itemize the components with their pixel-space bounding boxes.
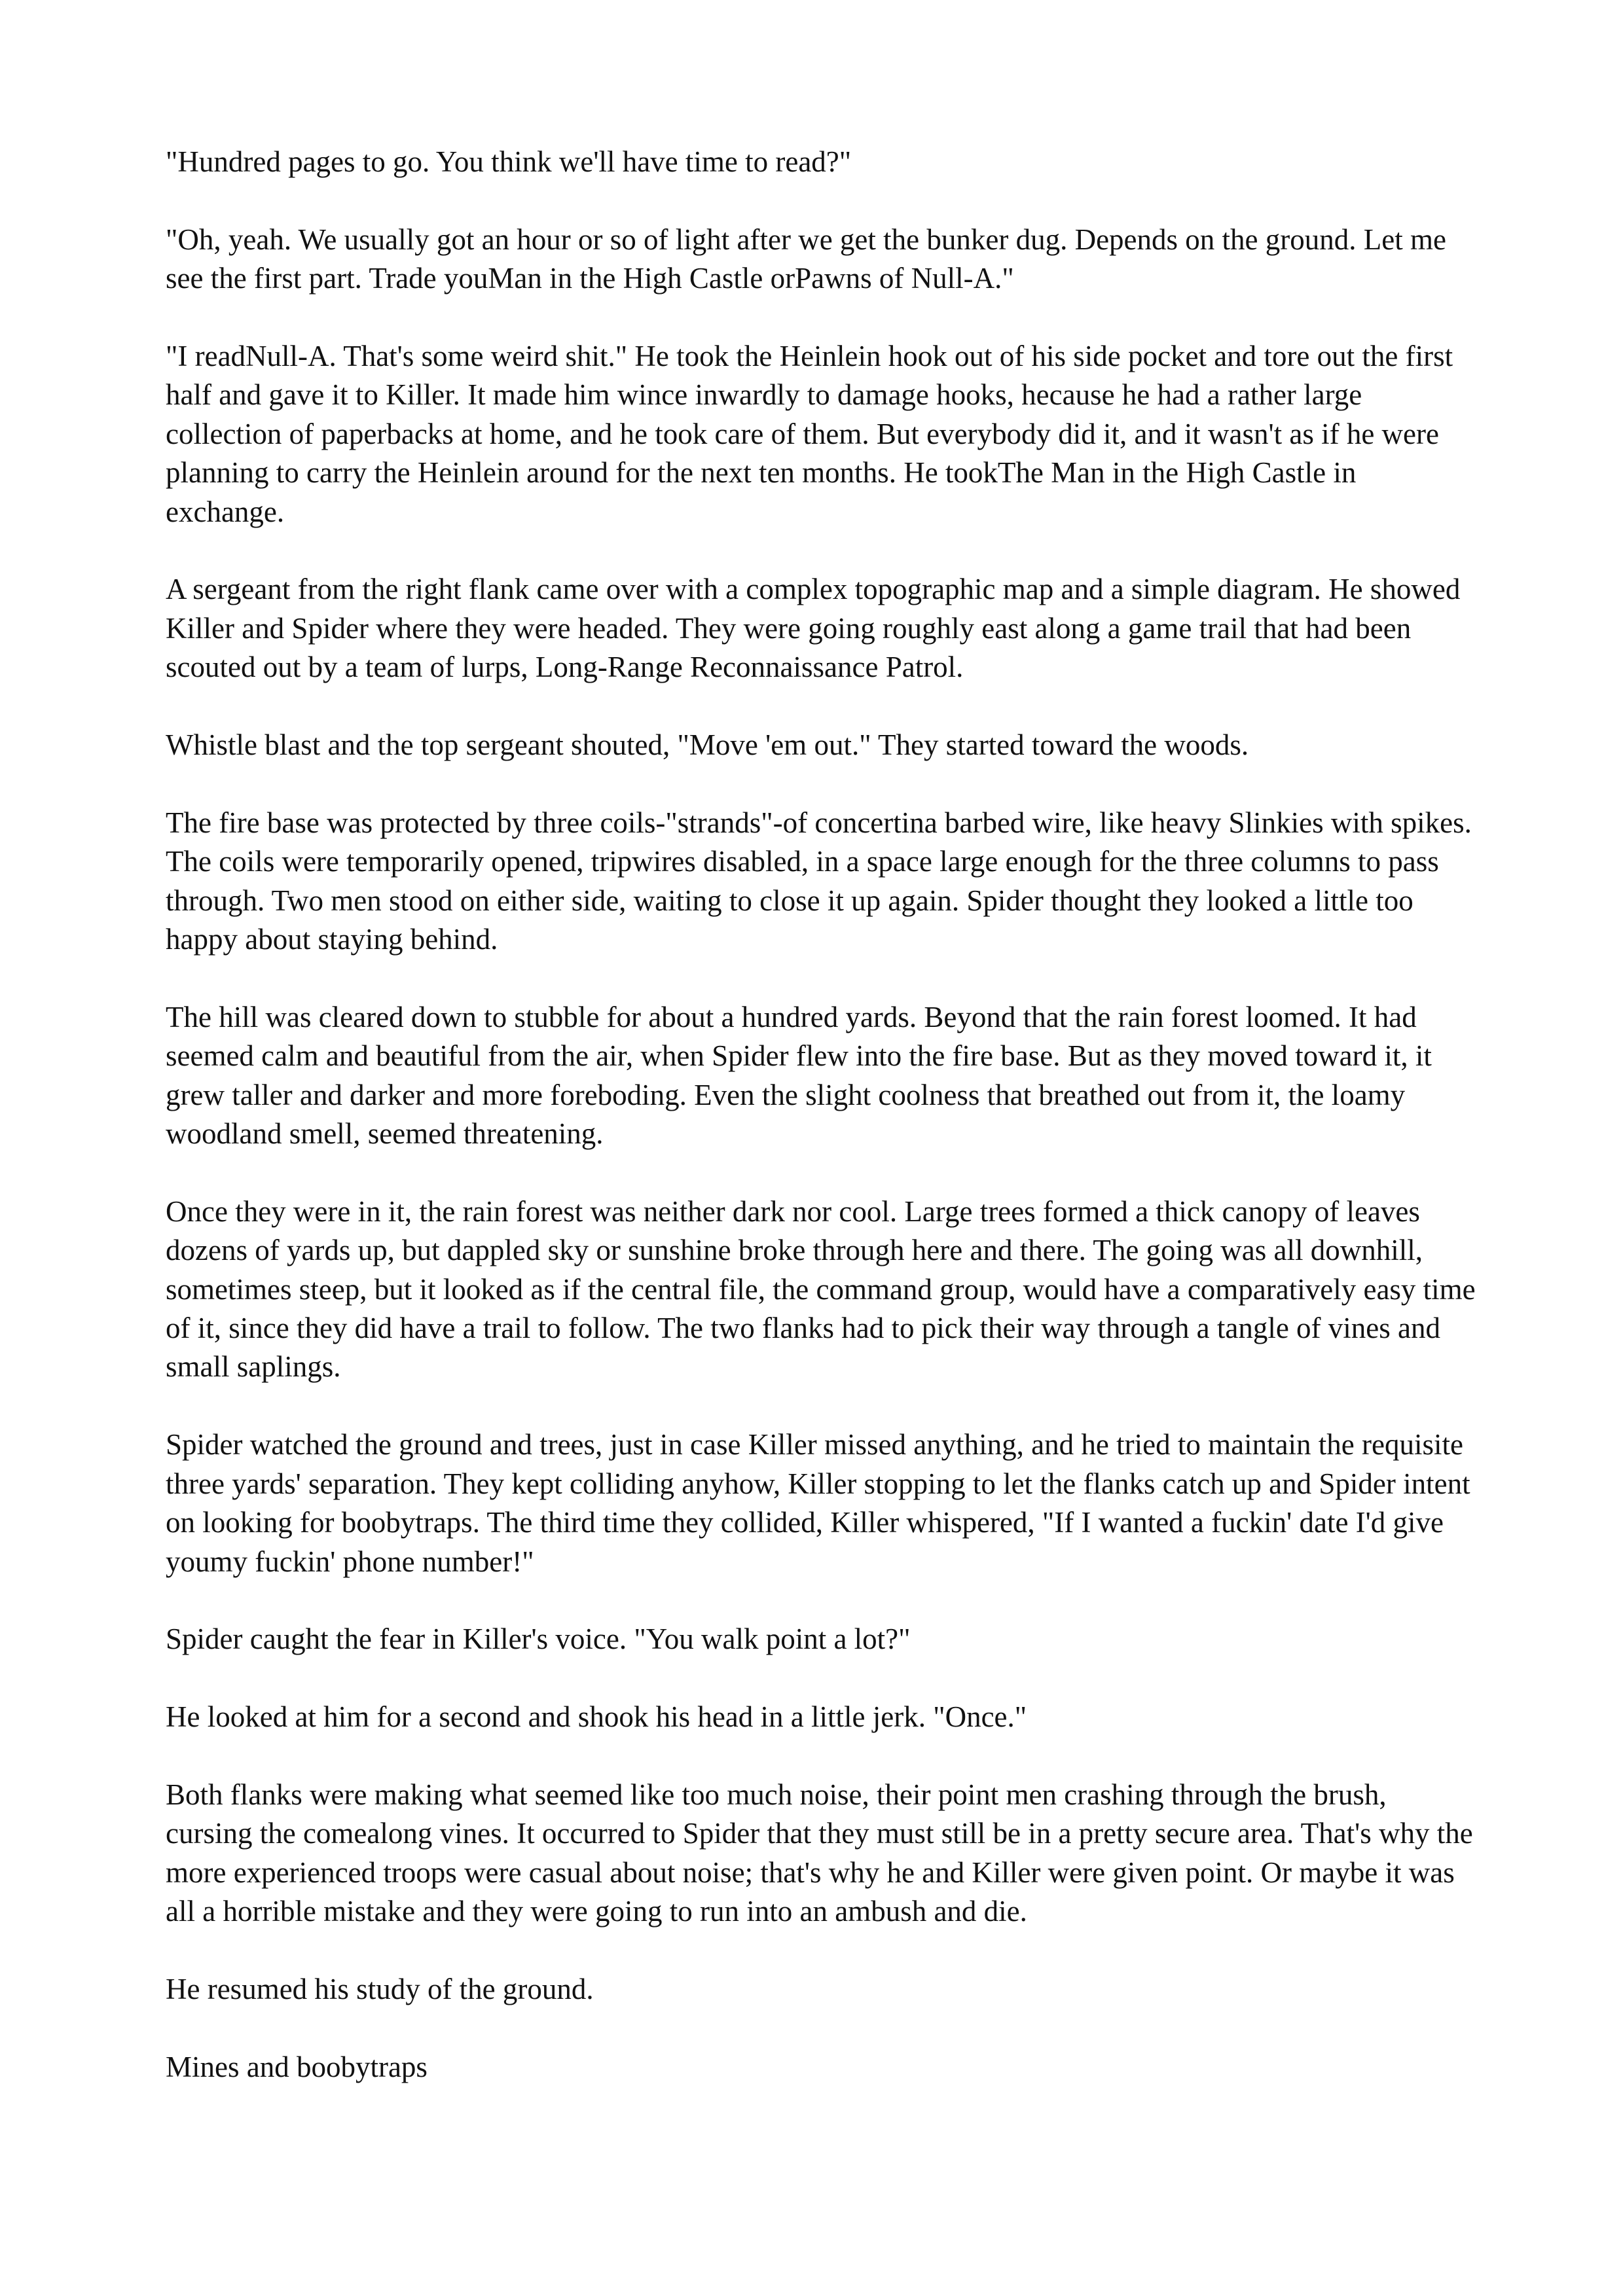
paragraph-9: Spider watched the ground and trees, just in case Killer missed anything, and he tried to maintain the requisite three yards' separation. They kept colliding anyhow, Killer stopping to let the flanks catch up and Spider intent on looking for boobytraps. The third time they collided, Killer whispered, "If I wanted a fuckin' date I'd give youmy fuckin' phone number!": [166, 1428, 1470, 1578]
paragraph-13: He resumed his study of the ground.: [166, 1972, 594, 2005]
paragraph-8: Once they were in it, the rain forest was neither dark nor cool. Large trees formed a thick canopy of leaves dozens of yards up, but dappled sky or sunshine broke through here and there. The going was all downhill, sometimes steep, but it looked as if the central file, the command group, would have a comparatively easy time of it, since they did have a trail to follow. The two flanks had to pick their way through a tangle of vines and small saplings.: [166, 1194, 1476, 1384]
paragraph-5: Whistle blast and the top sergeant shouted, "Move 'em out." They started toward the woods.: [166, 728, 1249, 762]
paragraph-11: He looked at him for a second and shook his head in a little jerk. "Once.": [166, 1700, 1027, 1734]
paragraph-4: A sergeant from the right flank came over with a complex topographic map and a simple diagram. He showed Killer and Spider where they were headed. They were going roughly east along a game trail that had been scouted out by a team of lurps, Long-Range Reconnaissance Patrol.: [166, 573, 1461, 684]
paragraph-3: "I readNull-A. That's some weird shit." He took the Heinlein hook out of his side pocket and tore out the first half and gave it to Killer. It made him wince inwardly to damage hooks, hecause he had a rather large collection of paperbacks at home, and he took care of them. But everybody did it, and it wasn't as if he were planning to carry the Heinlein around for the next ten months. He tookThe Man in the High Castle in exchange.: [166, 340, 1453, 528]
paragraph-10: Spider caught the fear in Killer's voice. "You walk point a lot?": [166, 1623, 911, 1656]
paragraph-1: "Hundred pages to go. You think we'll have time to read?": [166, 145, 852, 178]
paragraph-7: The hill was cleared down to stubble for about a hundred yards. Beyond that the rain forest loomed. It had seemed calm and beautiful from the air, when Spider flew into the fire base. But as they moved toward it, it grew taller and darker and more foreboding. Even the slight coolness that breathed out from it, the loamy woodland smell, seemed threatening.: [166, 1000, 1432, 1151]
section-heading: Mines and boobytraps: [166, 2050, 428, 2083]
paragraph-12: Both flanks were making what seemed like too much noise, their point men crashing through the brush, cursing the comealong vines. It occurred to Spider that they must still be in a pretty secure area. That's why the more experienced troops were casual about noise; that's why he and Killer were given point. Or maybe it was all a horrible mistake and they were going to run into an ambush and die.: [166, 1778, 1473, 1928]
paragraph-6: The fire base was protected by three coils-"strands"-of concertina barbed wire, like heavy Slinkies with spikes. The coils were temporarily opened, tripwires disabled, in a space large enough for the three columns to pass through. Two men stood on either side, waiting to close it up again. Spider thought they looked a little too happy about staying behind.: [166, 806, 1472, 956]
document-page: [166, 143, 1478, 2126]
paragraph-2: "Oh, yeah. We usually got an hour or so of light after we get the bunker dug. Depends on the ground. Let me see the first part. Trade youMan in the High Castle orPawns of Null-A.": [166, 223, 1446, 295]
